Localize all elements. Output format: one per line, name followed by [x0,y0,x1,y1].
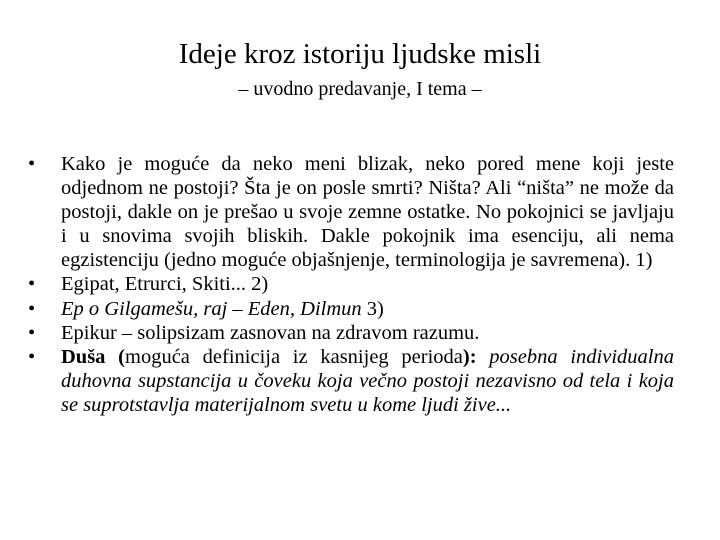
bullet-text-italic: posebna individualna duhovna supstancija u čoveku koja večno postoji nezavisno od tela i koja se suprotstavlja materijalnom svetu u kome ljudi žive... [61,345,674,416]
bullet-text-italic: Ep o Gilgamešu, raj – Eden, Dilmun [61,297,362,320]
bullet-icon: • [28,345,36,368]
bullet-icon: • [28,273,36,296]
bullet-item [28,152,674,272]
bullet-text: 3) [361,297,384,320]
bullet-paren-open: ( [105,345,126,368]
slide-title: Ideje kroz istoriju ljudske misli [178,38,542,70]
bullet-list [28,152,674,417]
bullet-item [28,297,674,321]
bullet-icon: • [28,297,36,320]
bullet-icon: • [28,321,36,344]
bullet-item [28,272,674,296]
bullet-item [28,345,674,417]
bullet-text: Kako je moguće da neko meni blizak, neko pored mene koji jeste odjednom ne postoji? Šta je on posle smrti? Ništa? Ali “ništa” ne može da postoji, dakle on je prešao u svoje zemne ostatke. No pokojnici se javljaju i u snovima svojih bliskih. Dakle pokojnik ima esenciju, ali nema egzistenciju (jedno moguće objašnjenje, terminologija je savremena). 1) [61,153,674,272]
bullet-text: Epikur – solipsizam zasnovan na zdravom razumu. [61,321,480,344]
bullet-text-bold: Duša [61,345,106,368]
bullet-text: Egipat, Etrurci, Skiti... 2) [61,273,269,296]
slide-subtitle: – uvodno predavanje, I tema – [238,78,482,100]
bullet-icon: • [28,153,36,175]
bullet-text: moguća definicija iz kasnijeg perioda [125,345,463,368]
bullet-item [28,321,674,345]
bullet-paren-close: ): [462,345,477,368]
